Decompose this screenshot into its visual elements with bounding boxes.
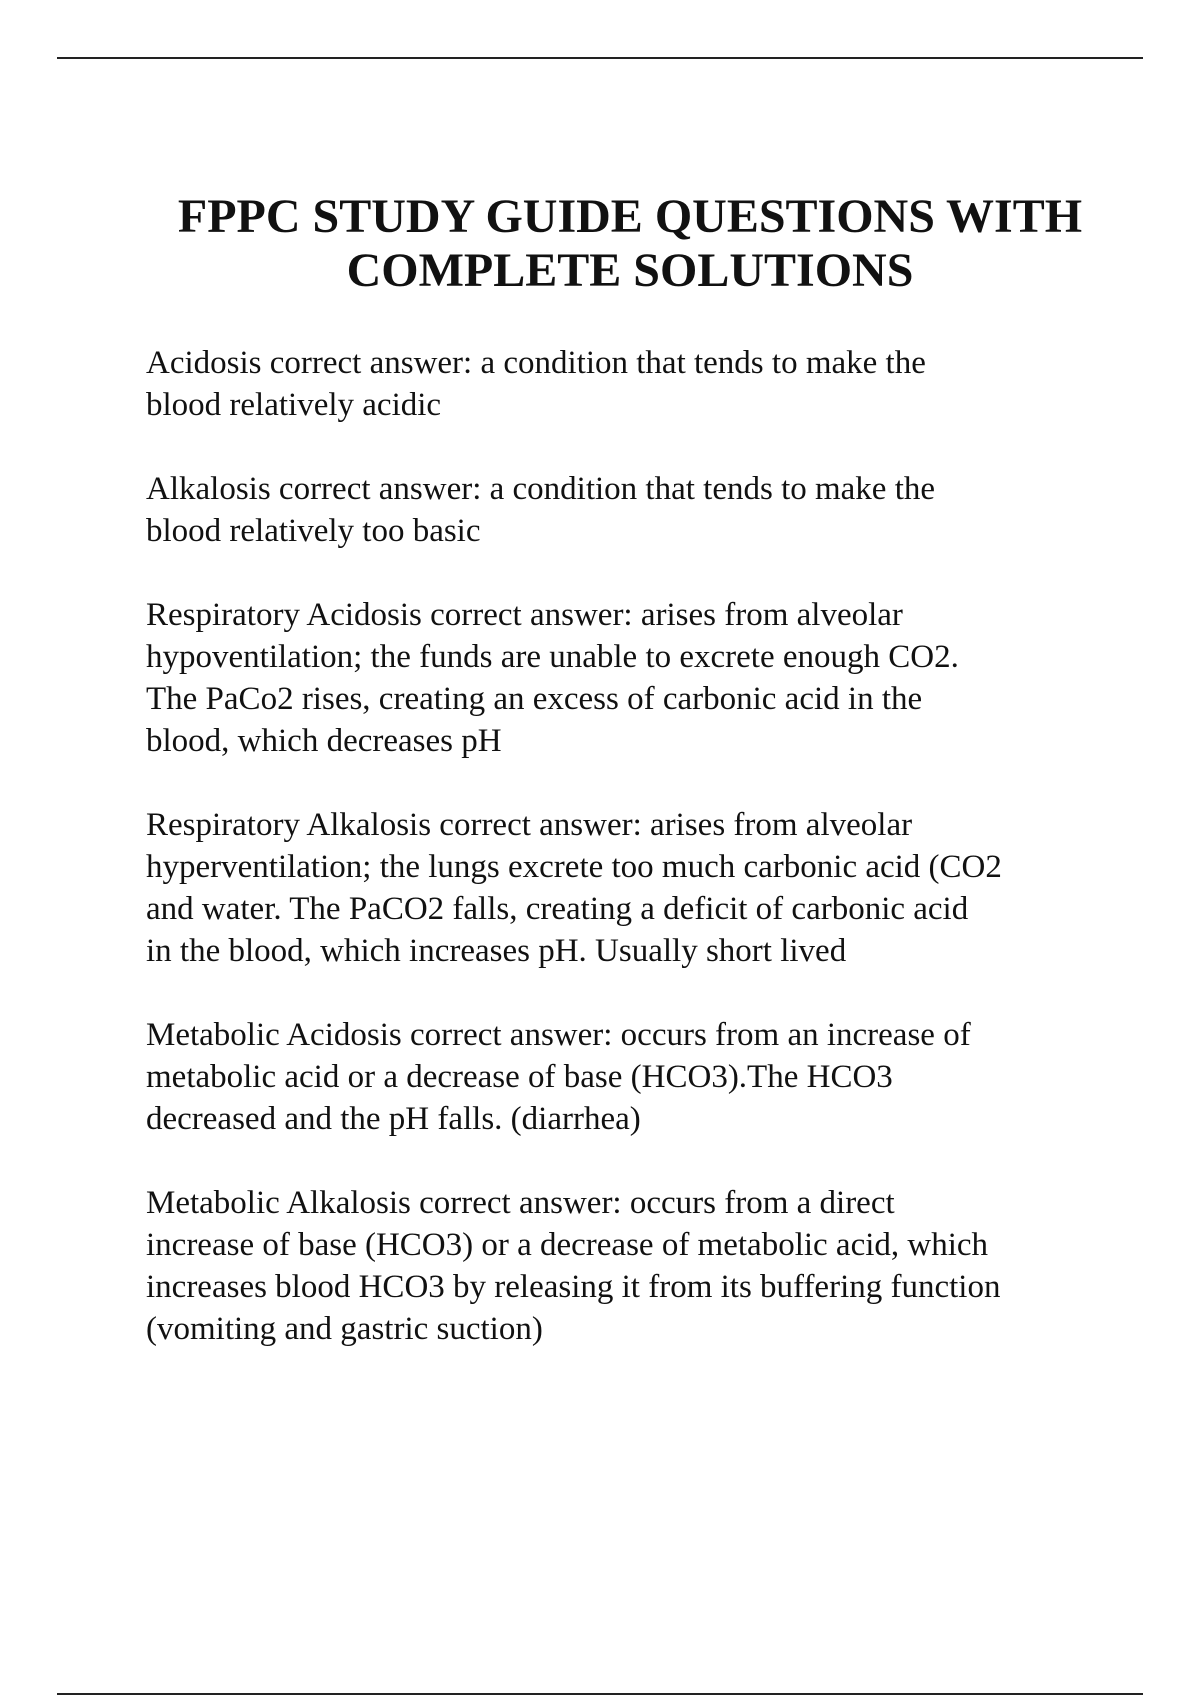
entry-line: Respiratory Alkalosis correct answer: arises from alveolar	[146, 807, 913, 843]
entry-line: decreased and the pH falls. (diarrhea)	[146, 1101, 641, 1137]
entry-line: hyperventilation; the lungs excrete too much carbonic acid (CO2	[146, 849, 1002, 885]
title-line-2: COMPLETE SOLUTIONS	[346, 244, 914, 297]
entry-line: Alkalosis correct answer: a condition that tends to make the	[146, 471, 936, 507]
entry-line: hypoventilation; the funds are unable to excrete enough CO2.	[146, 639, 959, 675]
qa-entry-metabolic-acidosis	[146, 1014, 1096, 1140]
page-title	[90, 190, 1170, 298]
entry-line: The PaCo2 rises, creating an excess of carbonic acid in the	[146, 681, 923, 717]
entry-line: in the blood, which increases pH. Usually short lived	[146, 933, 847, 969]
entry-line: and water. The PaCO2 falls, creating a deficit of carbonic acid	[146, 891, 969, 927]
qa-entry-alkalosis	[146, 468, 1096, 552]
qa-list	[146, 342, 1096, 1392]
entry-line: Acidosis correct answer: a condition that tends to make the	[146, 345, 926, 381]
entry-line: blood relatively acidic	[146, 387, 442, 423]
bottom-rule	[57, 1693, 1143, 1695]
entry-line: increases blood HCO3 by releasing it from its buffering function	[146, 1269, 1001, 1305]
entry-line: blood relatively too basic	[146, 513, 481, 549]
qa-entry-respiratory-alkalosis	[146, 804, 1096, 972]
entry-line: Respiratory Acidosis correct answer: arises from alveolar	[146, 597, 903, 633]
entry-line: Metabolic Alkalosis correct answer: occurs from a direct	[146, 1185, 895, 1221]
entry-line: increase of base (HCO3) or a decrease of metabolic acid, which	[146, 1227, 989, 1263]
qa-entry-respiratory-acidosis	[146, 594, 1096, 762]
qa-entry-acidosis	[146, 342, 1096, 426]
qa-entry-metabolic-alkalosis	[146, 1182, 1096, 1350]
entry-line: Metabolic Acidosis correct answer: occurs from an increase of	[146, 1017, 971, 1053]
top-rule	[57, 57, 1143, 59]
entry-line: metabolic acid or a decrease of base (HCO3).The HCO3	[146, 1059, 893, 1095]
entry-line: (vomiting and gastric suction)	[146, 1311, 543, 1347]
entry-line: blood, which decreases pH	[146, 723, 502, 759]
title-line-1: FPPC STUDY GUIDE QUESTIONS WITH	[177, 190, 1083, 243]
